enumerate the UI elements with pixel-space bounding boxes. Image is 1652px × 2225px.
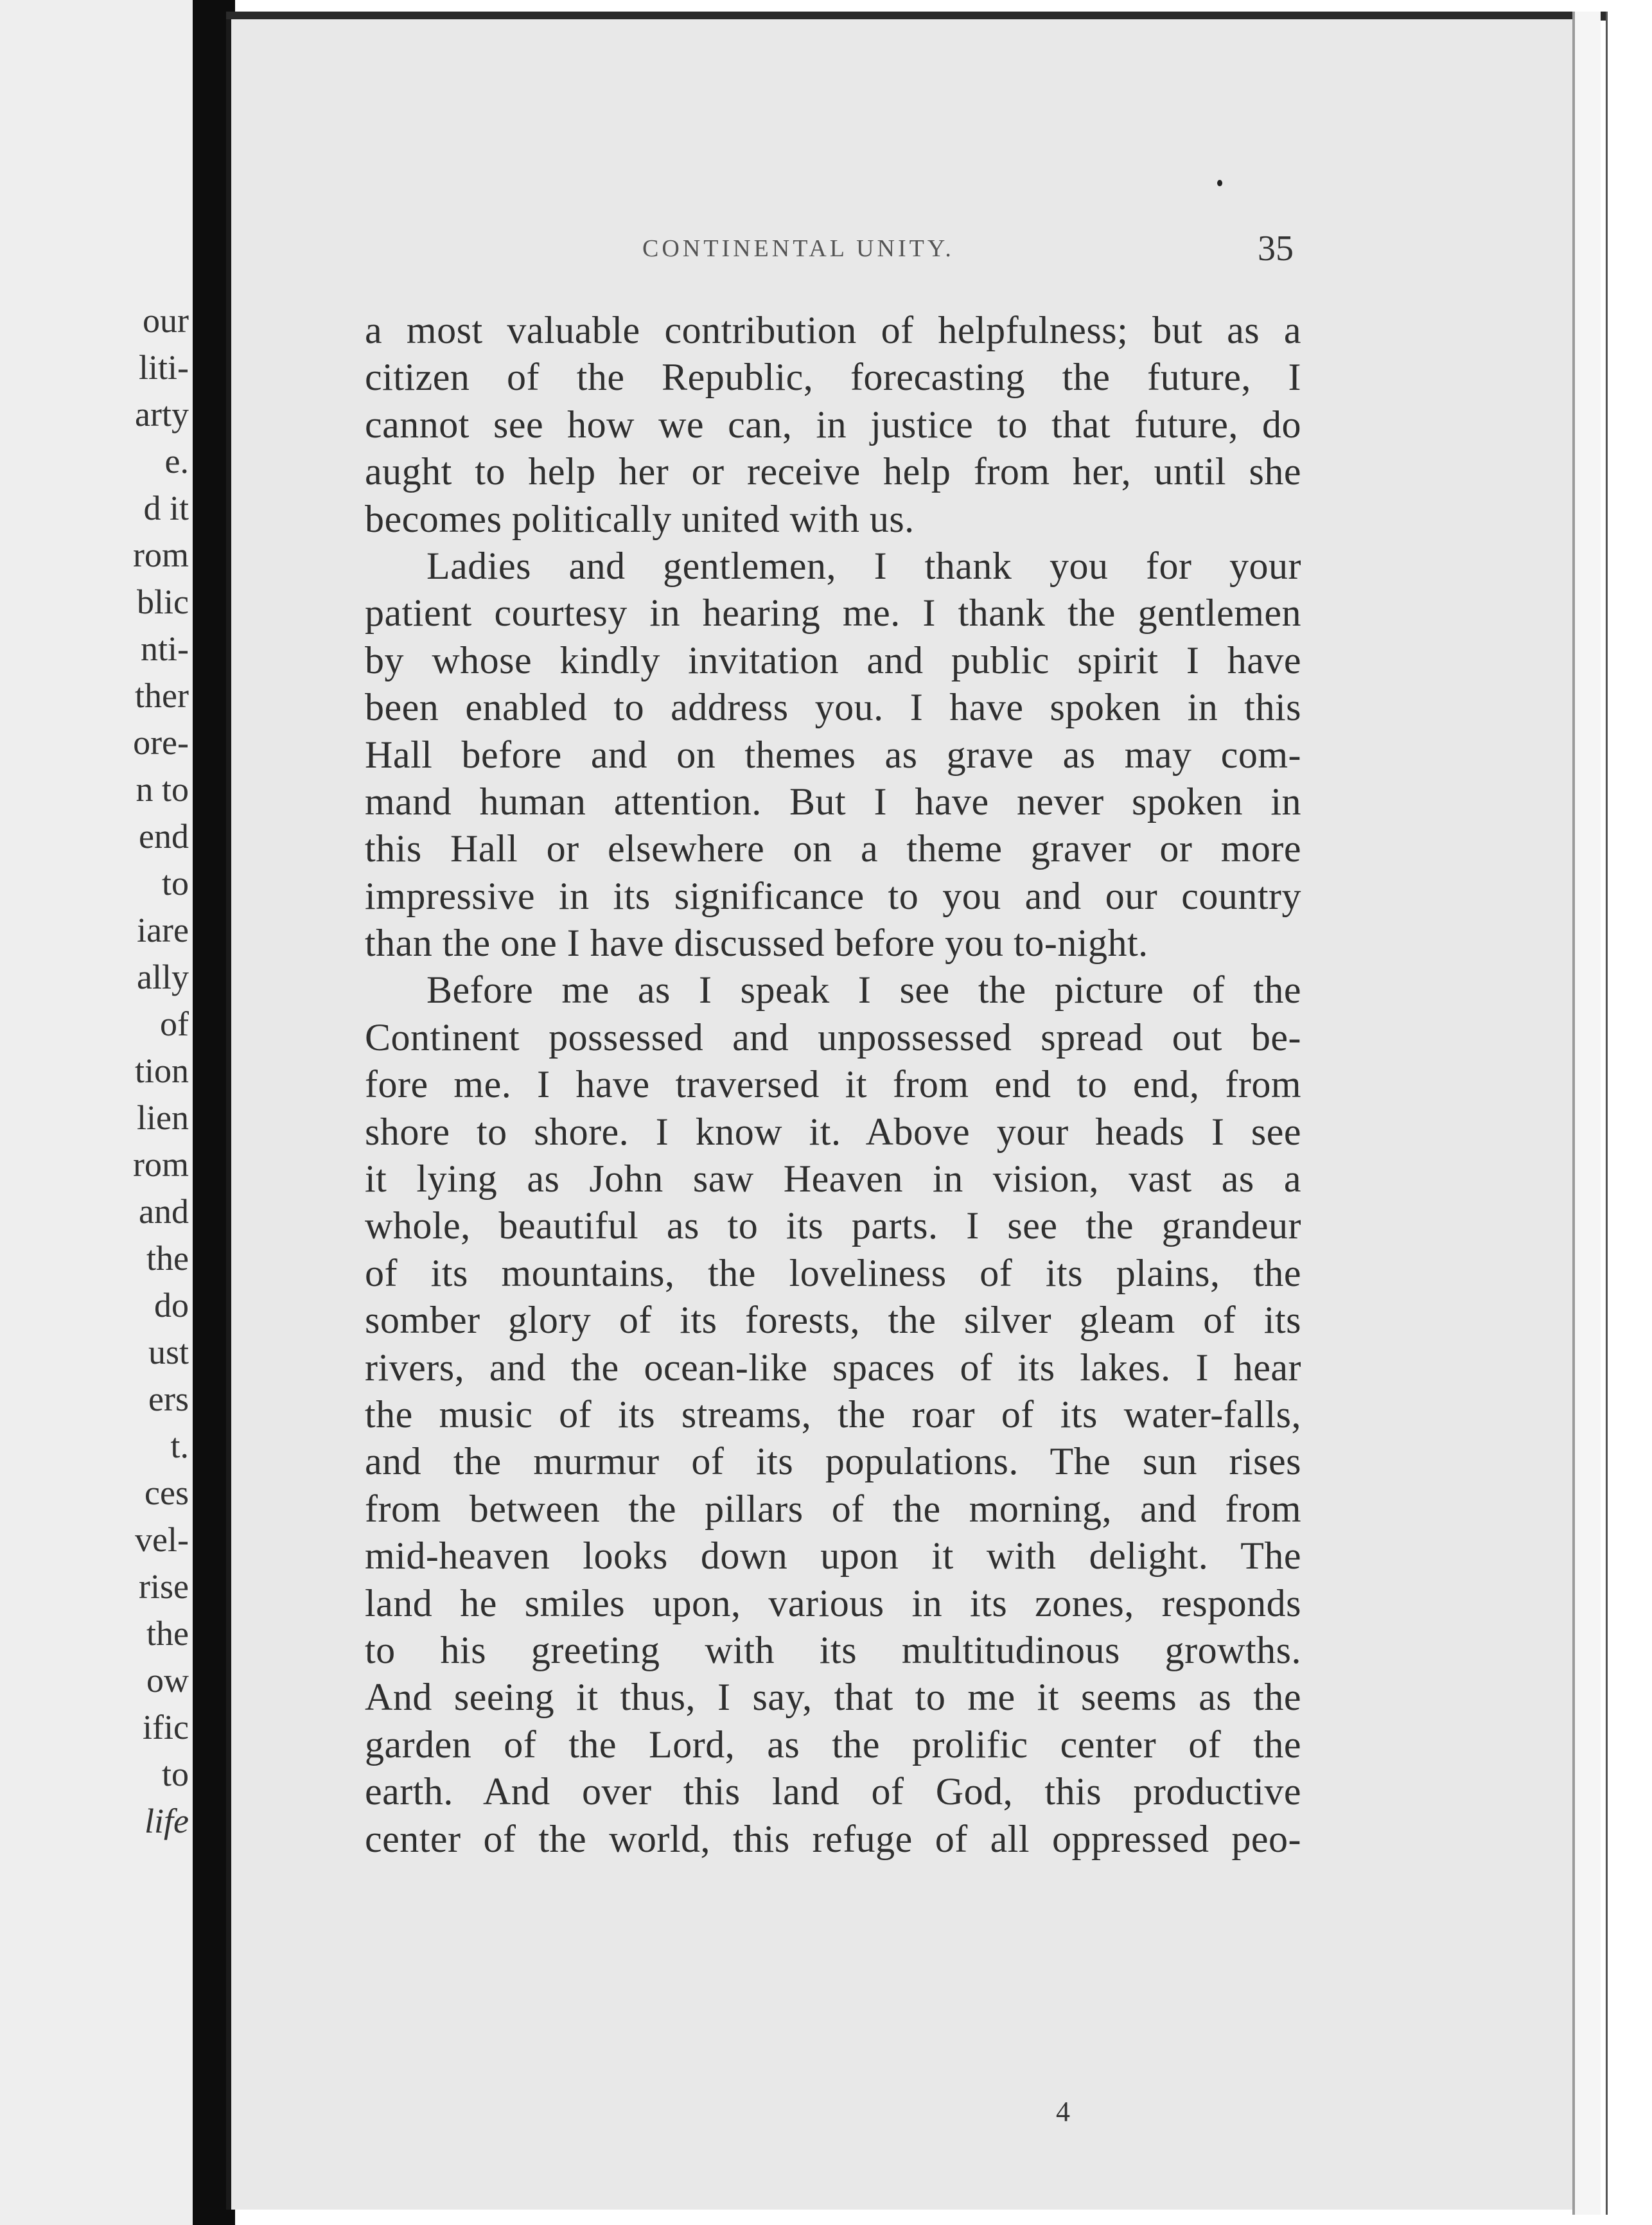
page-right-edge — [1572, 12, 1601, 2215]
left-page-fragment: vel- — [135, 1520, 189, 1559]
text-line: from between the pillars of the morning, and from — [365, 1487, 1301, 1530]
left-page-fragment: our — [143, 301, 189, 340]
left-page-fragment: t. — [170, 1427, 189, 1465]
left-page-fragment: iare — [137, 911, 189, 949]
text-line: fore me. I have traversed it from end to end, from — [365, 1063, 1301, 1106]
left-page-fragment: rom — [133, 536, 189, 574]
text-line: by whose kindly invitation and public spirit I have — [365, 638, 1301, 682]
text-line: Ladies and gentlemen, I thank you for your — [426, 544, 1301, 587]
text-line: a most valuable contribution of helpfulness; but as a — [365, 309, 1301, 351]
left-page-fragment: liti- — [139, 348, 189, 387]
signature-mark: 4 — [1056, 2096, 1070, 2127]
left-page-fragment: ore- — [133, 723, 189, 762]
text-line: Hall before and on themes as grave as may com- — [365, 733, 1301, 776]
running-head: CONTINENTAL UNITY. — [642, 235, 954, 262]
text-line: Continent possessed and unpossessed spread out be- — [365, 1016, 1301, 1059]
text-line: becomes politically united with us. — [365, 497, 915, 540]
left-page-fragment: tion — [134, 1051, 189, 1090]
left-page-fragment: ces — [145, 1473, 189, 1512]
page-number: 35 — [1258, 229, 1294, 268]
text-line: garden of the Lord, as the prolific center of the — [365, 1723, 1301, 1766]
text-line: Before me as I speak I see the picture of the — [426, 969, 1301, 1012]
text-line: been enabled to address you. I have spoken in this — [365, 686, 1301, 729]
left-page-fragment: the — [146, 1239, 189, 1278]
body-text — [365, 307, 1301, 1863]
text-line: center of the world, this refuge of all oppressed peo- — [365, 1817, 1301, 1860]
left-page-fragment: ow — [146, 1661, 189, 1700]
left-page-fragment: arty — [135, 395, 189, 434]
left-page-fragment: to — [161, 864, 189, 902]
text-line: And seeing it thus, I say, that to me it seems as the — [365, 1676, 1301, 1719]
left-page-fragment: to — [161, 1755, 189, 1793]
text-line: mand human attention. But I have never spoken in — [365, 780, 1301, 823]
left-page-fragment: rom — [133, 1145, 189, 1184]
text-line: whole, beautiful as to its parts. I see the grandeur — [365, 1204, 1301, 1247]
left-page-fragment: e. — [164, 442, 189, 480]
previous-page-edge — [0, 0, 193, 2225]
text-line: patient courtesy in hearing me. I thank the gentlemen — [365, 592, 1301, 635]
left-page-fragment: ific — [143, 1708, 189, 1746]
text-line: somber glory of its forests, the silver gleam of its — [365, 1299, 1301, 1342]
text-line: impressive in its significance to you and our country — [365, 874, 1301, 917]
left-page-fragment: n to — [136, 770, 189, 809]
text-line: cannot see how we can, in justice to that future, do — [365, 403, 1301, 446]
text-line: the music of its streams, the roar of its water-falls, — [365, 1393, 1301, 1436]
left-page-fragment: d it — [143, 489, 189, 527]
left-page-fragment: life — [145, 1802, 189, 1840]
text-line: to his greeting with its multitudinous growths. — [365, 1628, 1301, 1671]
book-cover-edge — [1606, 12, 1646, 2215]
left-page-fragment: lien — [137, 1098, 189, 1137]
left-page-fragment: and — [139, 1192, 189, 1231]
text-line: mid-heaven looks down upon it with delight. The — [365, 1535, 1301, 1578]
text-line: this Hall or elsewhere on a theme graver or more — [365, 827, 1301, 870]
left-page-fragment: rise — [139, 1567, 189, 1606]
left-page-fragment: of — [160, 1005, 189, 1043]
ink-speck — [1217, 180, 1222, 186]
text-line: land he smiles upon, various in its zones, responds — [365, 1581, 1301, 1624]
left-page-fragment: ther — [135, 676, 189, 715]
text-line: aught to help her or receive help from her, until she — [365, 450, 1301, 493]
left-page-fragment: the — [146, 1614, 189, 1653]
text-line: earth. And over this land of God, this productive — [365, 1770, 1301, 1813]
left-page-fragment: ers — [148, 1380, 189, 1418]
left-page-fragment: end — [139, 817, 189, 856]
text-line: of its mountains, the loveliness of its plains, the — [365, 1251, 1301, 1294]
left-page-fragment: ust — [148, 1333, 189, 1371]
text-line: shore to shore. I know it. Above your heads I see — [365, 1110, 1301, 1153]
text-line: than the one I have discussed before you to-night. — [365, 922, 1148, 965]
text-line: rivers, and the ocean-like spaces of its lakes. I hear — [365, 1346, 1301, 1389]
left-page-fragment: blic — [137, 583, 189, 621]
text-line: it lying as John saw Heaven in vision, vast as a — [365, 1157, 1301, 1200]
left-page-fragment: do — [154, 1286, 189, 1324]
left-page-fragment: ally — [137, 958, 189, 996]
text-line: citizen of the Republic, forecasting the future, I — [365, 356, 1301, 399]
left-page-fragment: nti- — [141, 629, 189, 668]
text-line: and the murmur of its populations. The sun rises — [365, 1440, 1301, 1483]
